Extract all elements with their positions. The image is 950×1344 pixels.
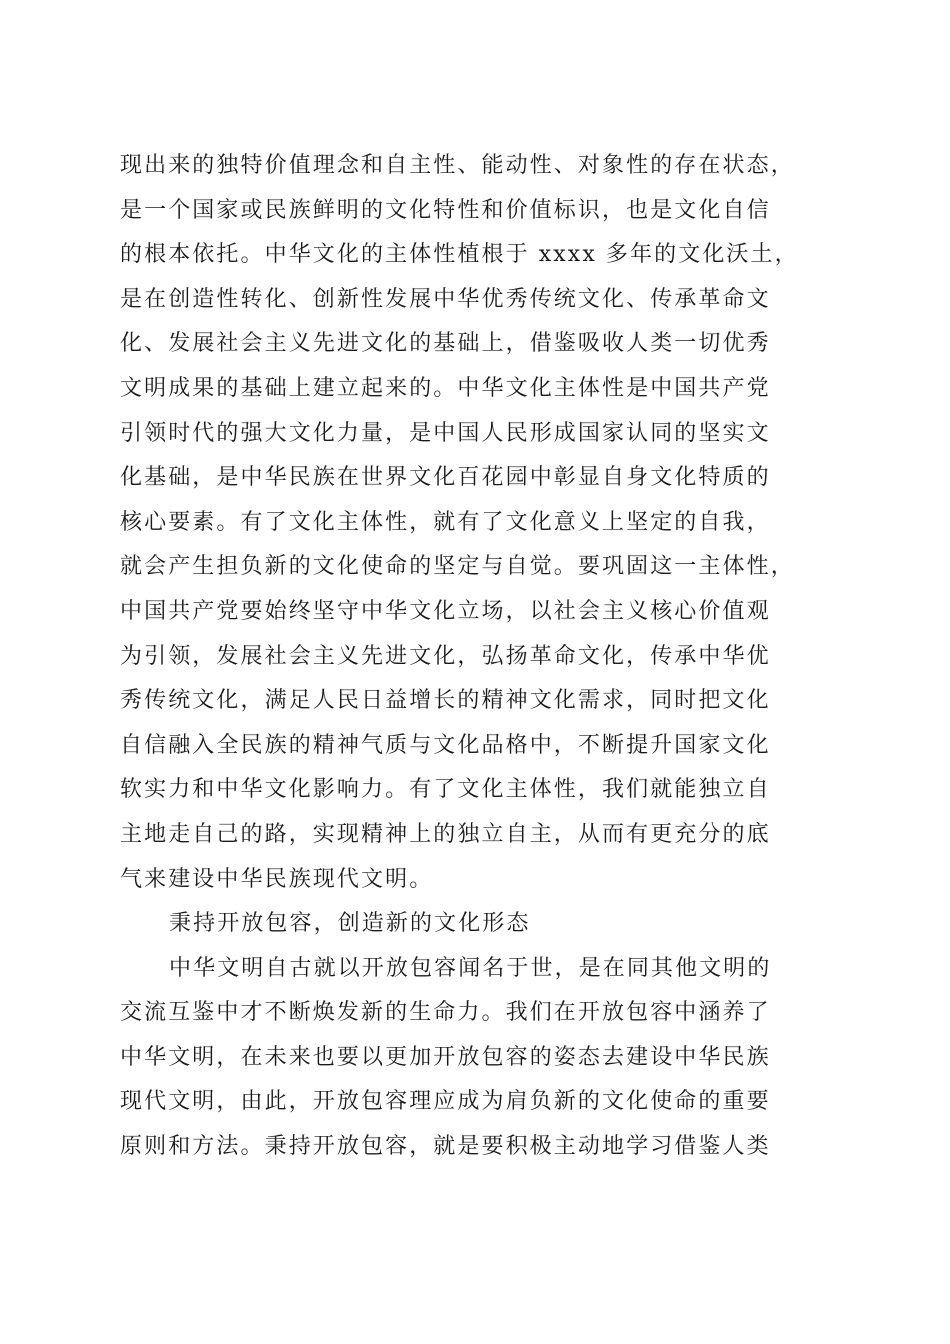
text-line: 中华文明，在未来也要以更加开放包容的姿态去建设中华民族 — [120, 1044, 771, 1070]
text-line: 是一个国家或民族鲜明的文化特性和价值标识，也是文化自信 — [120, 197, 771, 223]
text-line: 现出来的独特价值理念和自主性、能动性、对象性的存在状态， — [120, 153, 795, 178]
text-line: 化、发展社会主义先进文化的基础上，借鉴吸收人类一切优秀 — [120, 331, 771, 357]
text-line: 文明成果的基础上建立起来的。中华文化主体性是中国共产党 — [120, 375, 771, 401]
text-line: 引领时代的强大文化力量，是中国人民形成国家认同的坚实文 — [120, 420, 771, 446]
text-line: 核心要素。有了文化主体性，就有了文化意义上坚定的自我， — [120, 509, 771, 535]
text-line: 为引领，发展社会主义先进文化，弘扬革命文化，传承中华优 — [120, 643, 771, 669]
text-line: 自信融入全民族的精神气质与文化品格中，不断提升国家文化 — [120, 732, 771, 758]
text-line: 原则和方法。秉持开放包容，就是要积极主动地学习借鉴人类 — [120, 1134, 771, 1160]
text-line: 是在创造性转化、创新性发展中华优秀传统文化、传承革命文 — [120, 286, 771, 312]
section-heading: 秉持开放包容，创造新的文化形态 — [169, 911, 531, 937]
text-line: 中国共产党要始终坚守中华文化立场，以社会主义核心价值观 — [120, 598, 771, 624]
text-line: 的根本依托。中华文化的主体性植根于 xxxx 多年的文化沃土， — [120, 242, 799, 268]
text-line: 交流互鉴中才不断焕发新的生命力。我们在开放包容中涵养了 — [120, 1000, 771, 1026]
text-line: 就会产生担负新的文化使命的坚定与自觉。要巩固这一主体性， — [120, 554, 795, 580]
text-line: 气来建设中华民族现代文明。 — [120, 866, 434, 892]
text-line: 主地走自己的路，实现精神上的独立自主，从而有更充分的底 — [120, 821, 771, 847]
body-text — [120, 144, 880, 1170]
text-line: 秀传统文化，满足人民日益增长的精神文化需求，同时把文化 — [120, 688, 771, 714]
text-line: 软实力和中华文化影响力。有了文化主体性，我们就能独立自 — [120, 777, 771, 803]
paragraph-first-line: 中华文明自古就以开放包容闻名于世，是在同其他文明的 — [169, 955, 772, 981]
text-line: 化基础，是中华民族在世界文化百花园中彰显自身文化特质的 — [120, 465, 771, 491]
text-line: 现代文明，由此，开放包容理应成为肩负新的文化使命的重要 — [120, 1089, 771, 1115]
